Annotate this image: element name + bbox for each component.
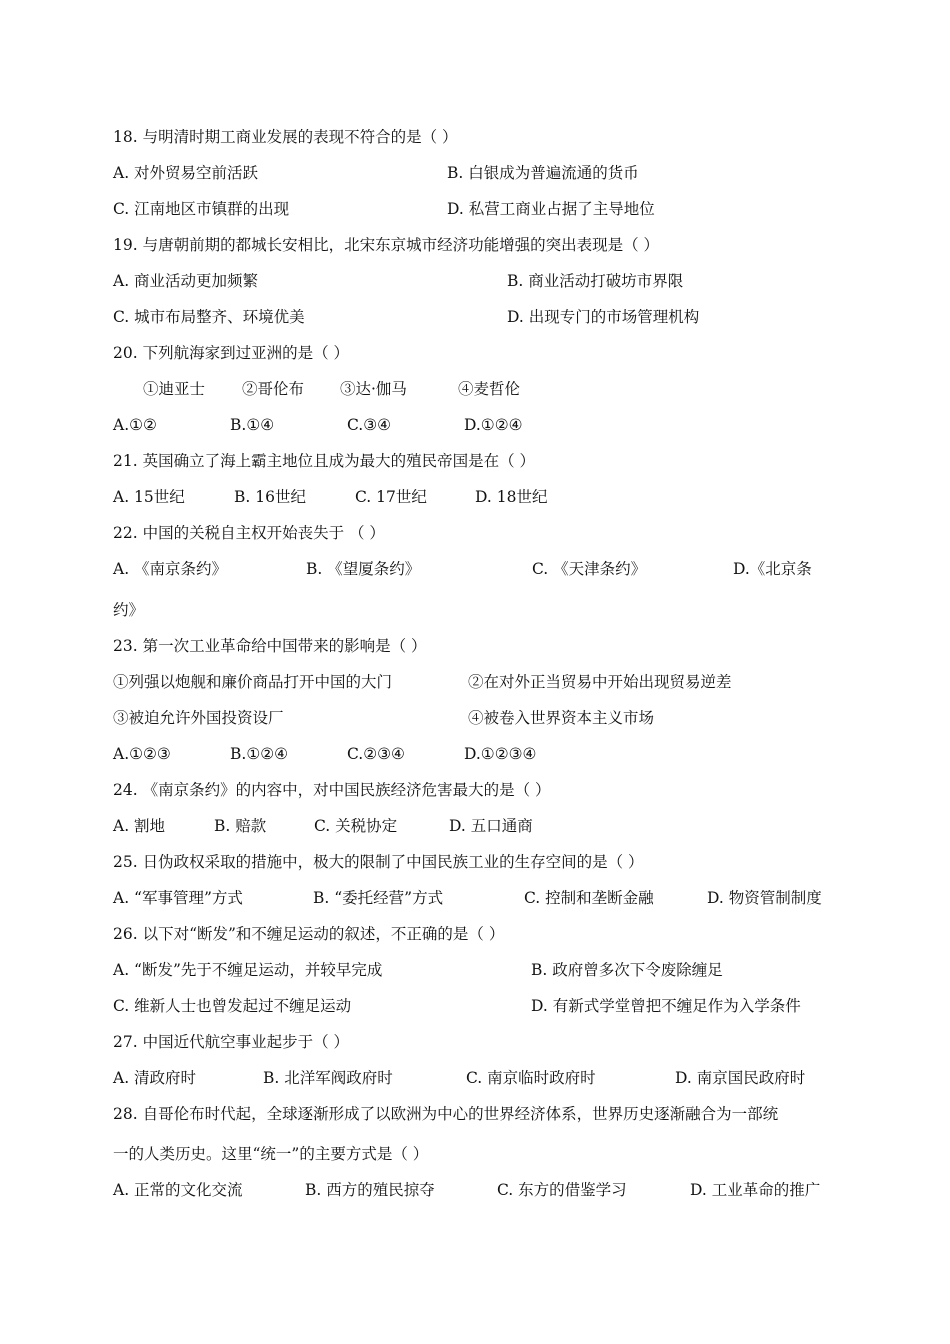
- q22-option-a: A. 《南京条约》: [113, 560, 228, 578]
- q23-item-1: ①列强以炮舰和廉价商品打开中国的大门: [113, 673, 393, 691]
- q18-option-b: B. 白银成为普遍流通的货币: [447, 164, 639, 182]
- q22-option-d: D.《北京条: [733, 560, 812, 578]
- question-27-stem: 27. 中国近代航空事业起步于（ ）: [113, 1033, 350, 1051]
- q28-option-a: A. 正常的文化交流: [113, 1181, 243, 1199]
- q24-option-c: C. 关税协定: [314, 817, 398, 835]
- q22-option-d-wrap: 约》: [113, 601, 145, 619]
- q21-option-c: C. 17世纪: [355, 488, 427, 506]
- q25-option-d: D. 物资管制制度: [707, 889, 822, 907]
- q26-option-c: C. 维新人士也曾发起过不缠足运动: [113, 997, 352, 1015]
- q22-option-c: C. 《天津条约》: [532, 560, 647, 578]
- question-24-stem: 24. 《南京条约》的内容中，对中国民族经济危害最大的是（ ）: [113, 781, 551, 799]
- q26-option-b: B. 政府曾多次下令废除缠足: [531, 961, 723, 979]
- q28-option-d: D. 工业革命的推广: [690, 1181, 821, 1199]
- q21-option-a: A. 15世纪: [113, 488, 185, 506]
- q19-option-d: D. 出现专门的市场管理机构: [507, 308, 700, 326]
- q24-option-d: D. 五口通商: [449, 817, 533, 835]
- q25-option-a: A. “军事管理”方式: [113, 889, 243, 907]
- q21-option-b: B. 16世纪: [234, 488, 306, 506]
- q26-option-d: D. 有新式学堂曾把不缠足作为入学条件: [531, 997, 801, 1015]
- q20-item-3: ③达·伽马: [340, 380, 407, 398]
- q19-option-c: C. 城市布局整齐、环境优美: [113, 308, 305, 326]
- question-26-stem: 26. 以下对“断发”和不缠足运动的叙述，不正确的是（ ）: [113, 925, 505, 943]
- q20-option-c: C.③④: [347, 416, 392, 434]
- q27-option-a: A. 清政府时: [113, 1069, 197, 1087]
- q26-option-a: A. “断发”先于不缠足运动，并较早完成: [113, 961, 383, 979]
- q23-option-c: C.②③④: [347, 745, 405, 763]
- q20-item-4: ④麦哲伦: [458, 380, 521, 398]
- q18-option-c: C. 江南地区市镇群的出现: [113, 200, 290, 218]
- q20-option-d: D.①②④: [464, 416, 523, 434]
- q23-item-2: ②在对外正当贸易中开始出现贸易逆差: [468, 673, 732, 691]
- question-23-stem: 23. 第一次工业革命给中国带来的影响是（ ）: [113, 637, 427, 655]
- q20-option-b: B.①④: [230, 416, 275, 434]
- question-28-stem-cont: 一的人类历史。这里“统一”的主要方式是（ ）: [113, 1145, 429, 1163]
- q27-option-b: B. 北洋军阀政府时: [263, 1069, 393, 1087]
- q27-option-c: C. 南京临时政府时: [466, 1069, 596, 1087]
- question-25-stem: 25. 日伪政权采取的措施中，极大的限制了中国民族工业的生存空间的是（ ）: [113, 853, 644, 871]
- question-28-stem: 28. 自哥伦布时代起，全球逐渐形成了以欧洲为中心的世界经济体系，世界历史逐渐融合为一部统: [113, 1105, 779, 1123]
- q20-item-1: ①迪亚士: [143, 380, 206, 398]
- q25-option-b: B. “委托经营”方式: [313, 889, 444, 907]
- q20-option-a: A.①②: [113, 416, 157, 434]
- question-21-stem: 21. 英国确立了海上霸主地位且成为最大的殖民帝国是在（ ）: [113, 452, 536, 470]
- q18-option-d: D. 私营工商业占据了主导地位: [447, 200, 655, 218]
- q23-option-b: B.①②④: [230, 745, 289, 763]
- q18-option-a: A. 对外贸易空前活跃: [113, 164, 259, 182]
- q28-option-b: B. 西方的殖民掠夺: [305, 1181, 435, 1199]
- q20-item-2: ②哥伦布: [242, 380, 305, 398]
- q22-option-b: B. 《望厦条约》: [306, 560, 421, 578]
- q24-option-a: A. 割地: [113, 817, 166, 835]
- q19-option-b: B. 商业活动打破坊市界限: [507, 272, 684, 290]
- question-22-stem: 22. 中国的关税自主权开始丧失于 （ ）: [113, 524, 385, 542]
- question-18-stem: 18. 与明清时期工商业发展的表现不符合的是（ ）: [113, 128, 458, 146]
- q23-item-3: ③被迫允许外国投资设厂: [113, 709, 284, 727]
- q28-option-c: C. 东方的借鉴学习: [497, 1181, 627, 1199]
- q25-option-c: C. 控制和垄断金融: [524, 889, 654, 907]
- q27-option-d: D. 南京国民政府时: [675, 1069, 806, 1087]
- q23-option-a: A.①②③: [113, 745, 171, 763]
- q24-option-b: B. 赔款: [214, 817, 267, 835]
- q23-option-d: D.①②③④: [464, 745, 537, 763]
- question-20-stem: 20. 下列航海家到过亚洲的是（ ）: [113, 344, 350, 362]
- question-19-stem: 19. 与唐朝前期的都城长安相比，北宋东京城市经济功能增强的突出表现是（ ）: [113, 236, 660, 254]
- q21-option-d: D. 18世纪: [475, 488, 548, 506]
- q19-option-a: A. 商业活动更加频繁: [113, 272, 259, 290]
- q23-item-4: ④被卷入世界资本主义市场: [468, 709, 655, 727]
